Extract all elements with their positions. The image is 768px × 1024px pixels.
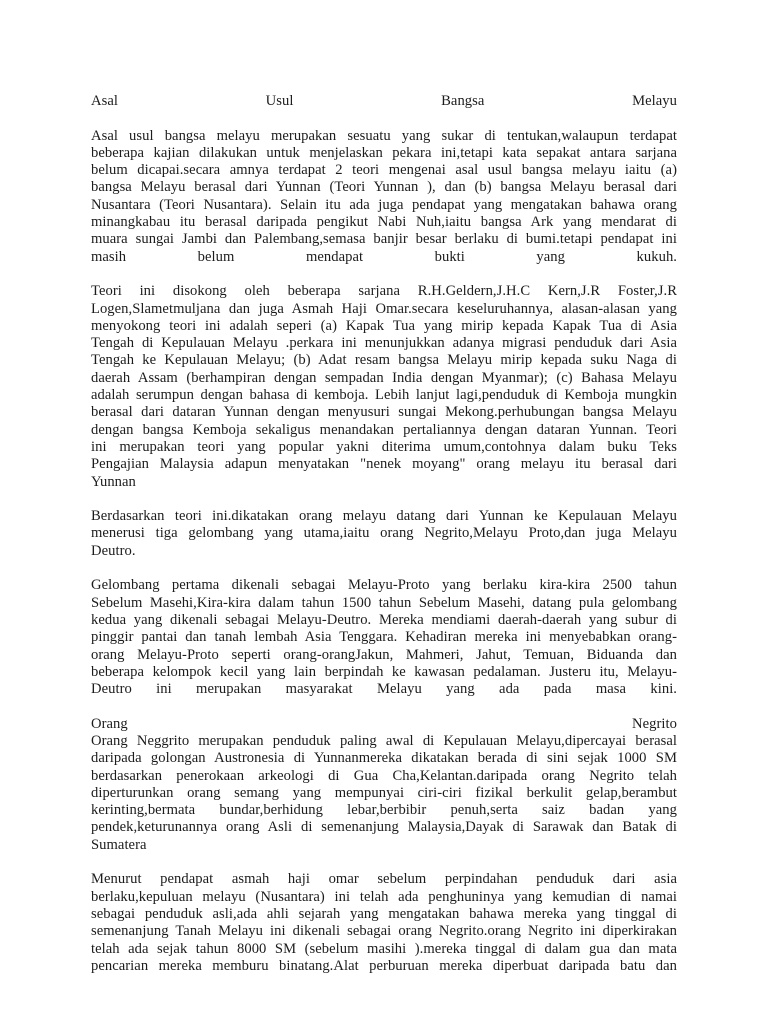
text-line: Teori ini disokong oleh beberapa sarjana R.H.Geldern,J.H.C Kern,J.R Foster,J.R — [91, 283, 677, 300]
text-line: berasal dari dataran Yunnan dengan menyusuri sungai Mekong.perhubungan bangsa Melayu — [91, 404, 677, 421]
document-body — [91, 93, 677, 975]
text-line: Yunnan — [91, 473, 136, 490]
paragraph-gap — [91, 110, 677, 127]
text-line: dengan bangsa Kemboja sekaligus menandakan pertaliannya dengan dataran Yunnan. Teori — [91, 421, 677, 438]
text-line: Tengah di Kepulauan Melayu .perkara ini menunjukkan adanya migrasi penduduk dari Asia — [91, 335, 677, 352]
text-line: daerah Assam (berhampiran dengan sempadan India dengan Myanmar); (c) Bahasa Melayu — [91, 369, 677, 386]
text-line: Sebelum Masehi,Kira-kira dalam tahun 1500 tahun Sebelum Masehi, datang pula gelombang — [91, 594, 677, 611]
paragraph — [91, 283, 677, 491]
text-line: minangkabau itu berasal daripada pengikut Nabi Nuh,iaitu bangsa Ark yang mendarat di — [91, 214, 677, 231]
paragraph — [91, 716, 677, 854]
text-line: Sumatera — [91, 836, 147, 853]
text-line: menerusi tiga gelombang yang utama,iaitu orang Negrito,Melayu Proto,dan juga Melayu — [91, 525, 677, 542]
text-line: semenanjung Tanah Melayu ini dikenali sebagai orang Negrito.orang Negrito ini diperkirakan — [91, 923, 677, 940]
text-line: beberapa kajian dilakukan untuk menjelaskan pekara ini,tetapi kata sepakat antara sarjana — [91, 144, 677, 161]
document-title: Asal Usul Bangsa Melayu — [91, 93, 677, 109]
text-line: telah ada sejak tahun 8000 SM (sebelum masihi ).mereka tinggal di dalam gua dan mata — [91, 940, 677, 957]
text-line: kedua yang dikenali sebagai Melayu-Deutro. Mereka mendiami daerah-daerah yang subur di — [91, 611, 677, 628]
paragraph — [91, 93, 677, 110]
text-line: sebagai penduduk asli,ada ahli sejarah yang mengatakan bahawa mereka yang tinggal di — [91, 905, 677, 922]
text-line: pendek,keturunannya orang Asli di semenanjung Malaysia,Dayak di Sarawak dan Batak di — [91, 819, 677, 836]
text-line: berlaku,kepuluan melayu (Nusantara) ini telah ada penghuninya yang kemudian di namai — [91, 888, 677, 905]
text-line: Pengajian Malaysia adapun menyatakan "nenek moyang" orang melayu itu berasal dari — [91, 456, 677, 473]
paragraph — [91, 871, 677, 975]
text-line: kerinting,bermata bundar,berhidung lebar,berbibir penuh,serta saiz badan yang — [91, 802, 677, 819]
text-line: Logen,Slametmuljana dan juga Asmah Haji Omar.secara keseluruhannya, alasan-alasan yang — [91, 300, 677, 317]
text-line: belum dicapai.secara amnya terdapat 2 teori mengenai asal usul bangsa melayu iaitu (a) — [91, 162, 677, 179]
text-line: masih belum mendapat bukti yang kukuh. — [91, 248, 677, 265]
text-line: ini merupakan teori yang popular yakni diterima umum,contohnya dalam buku Teks — [91, 438, 677, 455]
paragraph — [91, 508, 677, 560]
text-line: Orang Neggrito merupakan penduduk paling awal di Kepulauan Melayu,dipercayai berasal — [91, 732, 677, 749]
text-line: pinggir pantai dan tanah lembah Asia Tenggara. Kehadiran mereka ini menyebabkan orang- — [91, 629, 677, 646]
text-line: Nusantara (Teori Nusantara). Selain itu ada juga pendapat yang mengatakan bahawa orang — [91, 196, 677, 213]
paragraph-gap — [91, 560, 677, 577]
paragraph-gap — [91, 854, 677, 871]
text-line: orang Melayu-Proto seperti orang-orangJakun, Mahmeri, Jahut, Temuan, Biduanda dan — [91, 646, 677, 663]
text-line: menyokong teori ini adalah seperi (a) Kapak Tua yang mirip kepada Kapak Tua di Asia — [91, 317, 677, 334]
paragraph — [91, 577, 677, 698]
text-line: Deutro. — [91, 542, 136, 559]
text-line: Deutro ini merupakan masyarakat Melayu yang ada pada masa kini. — [91, 681, 677, 698]
text-line: daripada golongan Austronesia di Yunnanmereka dikatakan berada di sini sejak 1000 SM — [91, 750, 677, 767]
paragraph-gap — [91, 266, 677, 283]
text-line: pencarian mereka memburu binatang.Alat perburuan mereka diperbuat daripada batu dan — [91, 957, 677, 974]
text-line: muara sungai Jambi dan Palembang,semasa banjir besar berlaku di bumi.tetapi pendapat ini — [91, 231, 677, 248]
text-line: adalah serumpun dengan bahasa di kemboja. Lebih lanjut lagi,penduduk di Kemboja mungkin — [91, 387, 677, 404]
paragraph — [91, 128, 677, 266]
text-line: Gelombang pertama dikenali sebagai Melayu-Proto yang berlaku kira-kira 2500 tahun — [91, 577, 677, 594]
text-line: Tengah ke Kepulauan Melayu; (b) Adat resam bangsa Melayu mirip kepada suku Naga di — [91, 352, 677, 369]
text-line: beberapa kelompok kecil yang lain berpindah ke kawasan pedalaman. Justeru itu, Melayu- — [91, 663, 677, 680]
text-line: Menurut pendapat asmah haji omar sebelum perpindahan penduduk dari asia — [91, 871, 677, 888]
paragraph-gap — [91, 491, 677, 508]
text-line: berdasarkan penerokaan arkeologi di Gua Cha,Kelantan.daripada orang Negrito telah — [91, 767, 677, 784]
section-heading: Orang Negrito — [91, 715, 677, 732]
paragraph-gap — [91, 698, 677, 715]
text-line: diperturunkan orang semang yang mempunyai ciri-ciri fizikal berkulit gelap,berambut — [91, 784, 677, 801]
text-line: Asal usul bangsa melayu merupakan sesuatu yang sukar di tentukan,walaupun terdapat — [91, 127, 677, 144]
text-line: bangsa Melayu berasal dari Yunnan (Teori Yunnan ), dan (b) bangsa Melayu berasal dari — [91, 179, 677, 196]
text-line: Berdasarkan teori ini.dikatakan orang melayu datang dari Yunnan ke Kepulauan Melayu — [91, 508, 677, 525]
